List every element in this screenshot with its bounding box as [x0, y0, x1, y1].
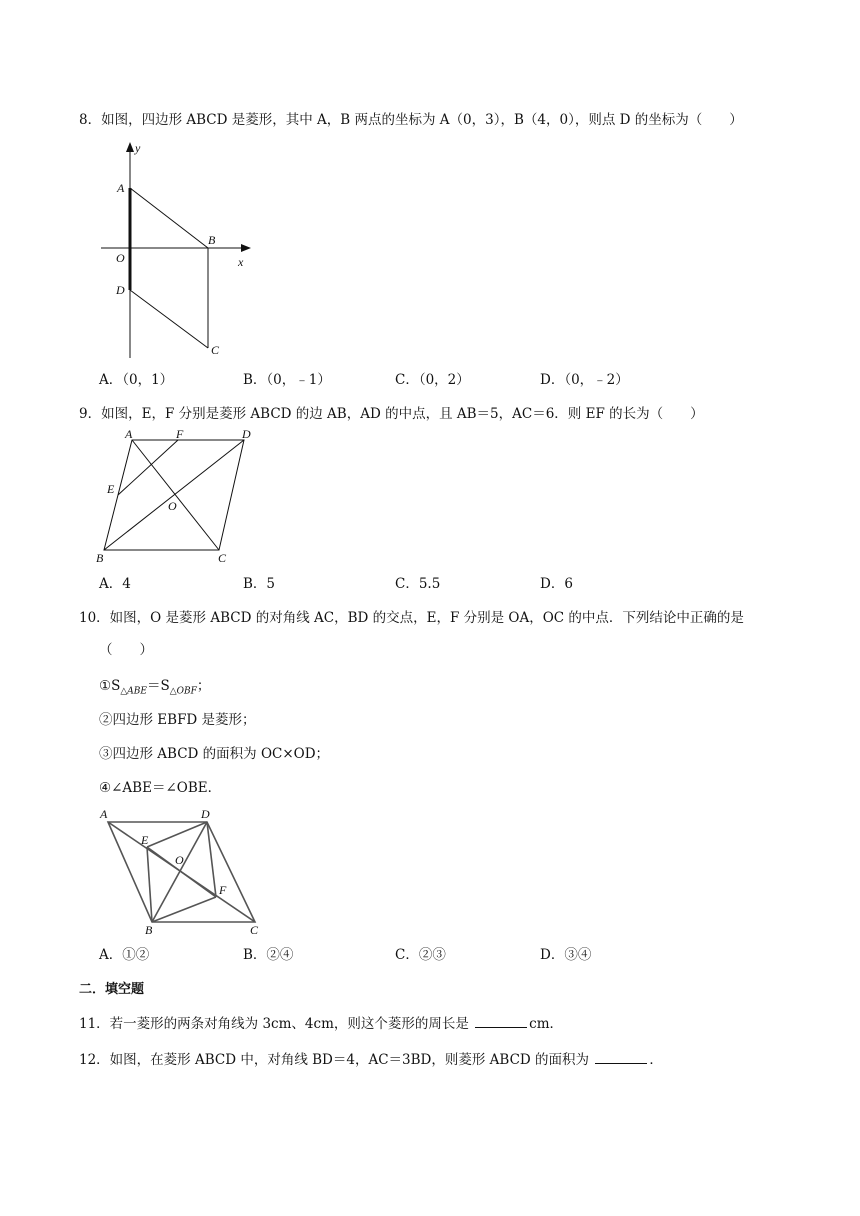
q10-s1-mid: ＝S — [146, 678, 170, 694]
q9-label-D: D — [242, 427, 251, 441]
q10-label-F: F — [219, 883, 227, 897]
q12-answer-blank[interactable] — [595, 1049, 647, 1064]
q10-label-B: B — [145, 923, 153, 937]
q10-statement-3: ③四边形 ABCD 的面积为 OC×OD； — [99, 746, 330, 762]
q10-s1-suffix: ； — [196, 678, 211, 694]
q9-option-b[interactable]: B．5 — [243, 576, 276, 592]
q11-text-before: 11．若一菱形的两条对角线为 3cm、4cm，则这个菱形的周长是 — [79, 1016, 474, 1032]
q8-option-a[interactable]: A．（0，1） — [99, 372, 174, 388]
q10-option-b[interactable]: B．②④ — [243, 947, 294, 963]
q12-text-after: ． — [649, 1052, 663, 1068]
q9-label-F: F — [176, 427, 184, 441]
q10-s1-prefix: ①S — [99, 678, 121, 694]
q8-label-D: D — [116, 283, 125, 297]
q8-figure — [95, 140, 265, 362]
q10-s1-sub2: △OBF — [169, 686, 197, 697]
q10-option-d[interactable]: D．③④ — [540, 947, 592, 963]
q9-label-E: E — [107, 482, 115, 496]
q11 — [79, 1013, 563, 1034]
q10-statement-4: ④∠ABE＝∠OBE． — [99, 780, 222, 796]
q10-option-a[interactable]: A．①② — [99, 947, 150, 963]
q9-option-c[interactable]: C．5.5 — [395, 576, 441, 592]
q9-figure — [92, 426, 267, 568]
q11-text-after: cm． — [529, 1016, 564, 1032]
q10-s1-sub1: △ABE — [120, 686, 147, 697]
q8-label-y: y — [135, 141, 141, 155]
q10-option-c[interactable]: C．②③ — [395, 947, 446, 963]
section-title-fill-in: 二．填空题 — [79, 982, 145, 997]
q10-statement-2: ②四边形 EBFD 是菱形； — [99, 712, 256, 728]
q10-label-O: O — [175, 853, 184, 867]
q9-label-C: C — [218, 551, 227, 565]
q10-stem: 10．如图，O 是菱形 ABCD 的对角线 AC，BD 的交点，E，F 分别是 OA，OC 的中点．下列结论中正确的是 — [79, 610, 744, 626]
q9-label-O: O — [168, 499, 177, 513]
q10-stem-cont: （ ） — [99, 642, 153, 658]
q12 — [79, 1049, 663, 1070]
q8-label-x: x — [238, 255, 244, 269]
q10-label-C: C — [250, 923, 259, 937]
q10-label-D: D — [201, 807, 210, 821]
q8-label-B: B — [208, 233, 216, 247]
q8-option-d[interactable]: D．（0，﹣2） — [540, 372, 629, 388]
q11-answer-blank[interactable] — [475, 1013, 527, 1028]
q10-label-A: A — [100, 807, 108, 821]
q12-text-before: 12．如图，在菱形 ABCD 中，对角线 BD＝4，AC＝3BD，则菱形 ABCD 的面积为 — [79, 1052, 594, 1068]
q10-statement-1 — [99, 676, 210, 702]
q10-figure — [95, 804, 270, 938]
q8-stem: 8．如图，四边形 ABCD 是菱形，其中 A，B 两点的坐标为 A（0，3），B（4，0），则点 D 的坐标为（ ） — [79, 112, 743, 128]
q8-label-C: C — [211, 343, 220, 357]
q9-stem: 9．如图，E，F 分别是菱形 ABCD 的边 AB，AD 的中点，且 AB＝5，AC＝6．则 EF 的长为（ ） — [79, 406, 704, 422]
q8-label-O: O — [116, 251, 125, 265]
q9-label-A: A — [125, 427, 133, 441]
q8-option-c[interactable]: C．（0，2） — [395, 372, 470, 388]
q10-label-E: E — [141, 833, 149, 847]
q8-label-A: A — [117, 181, 125, 195]
q9-option-a[interactable]: A．4 — [99, 576, 131, 592]
q9-option-d[interactable]: D．6 — [540, 576, 573, 592]
q8-option-b[interactable]: B．（0，﹣1） — [243, 372, 331, 388]
q9-label-B: B — [96, 551, 104, 565]
